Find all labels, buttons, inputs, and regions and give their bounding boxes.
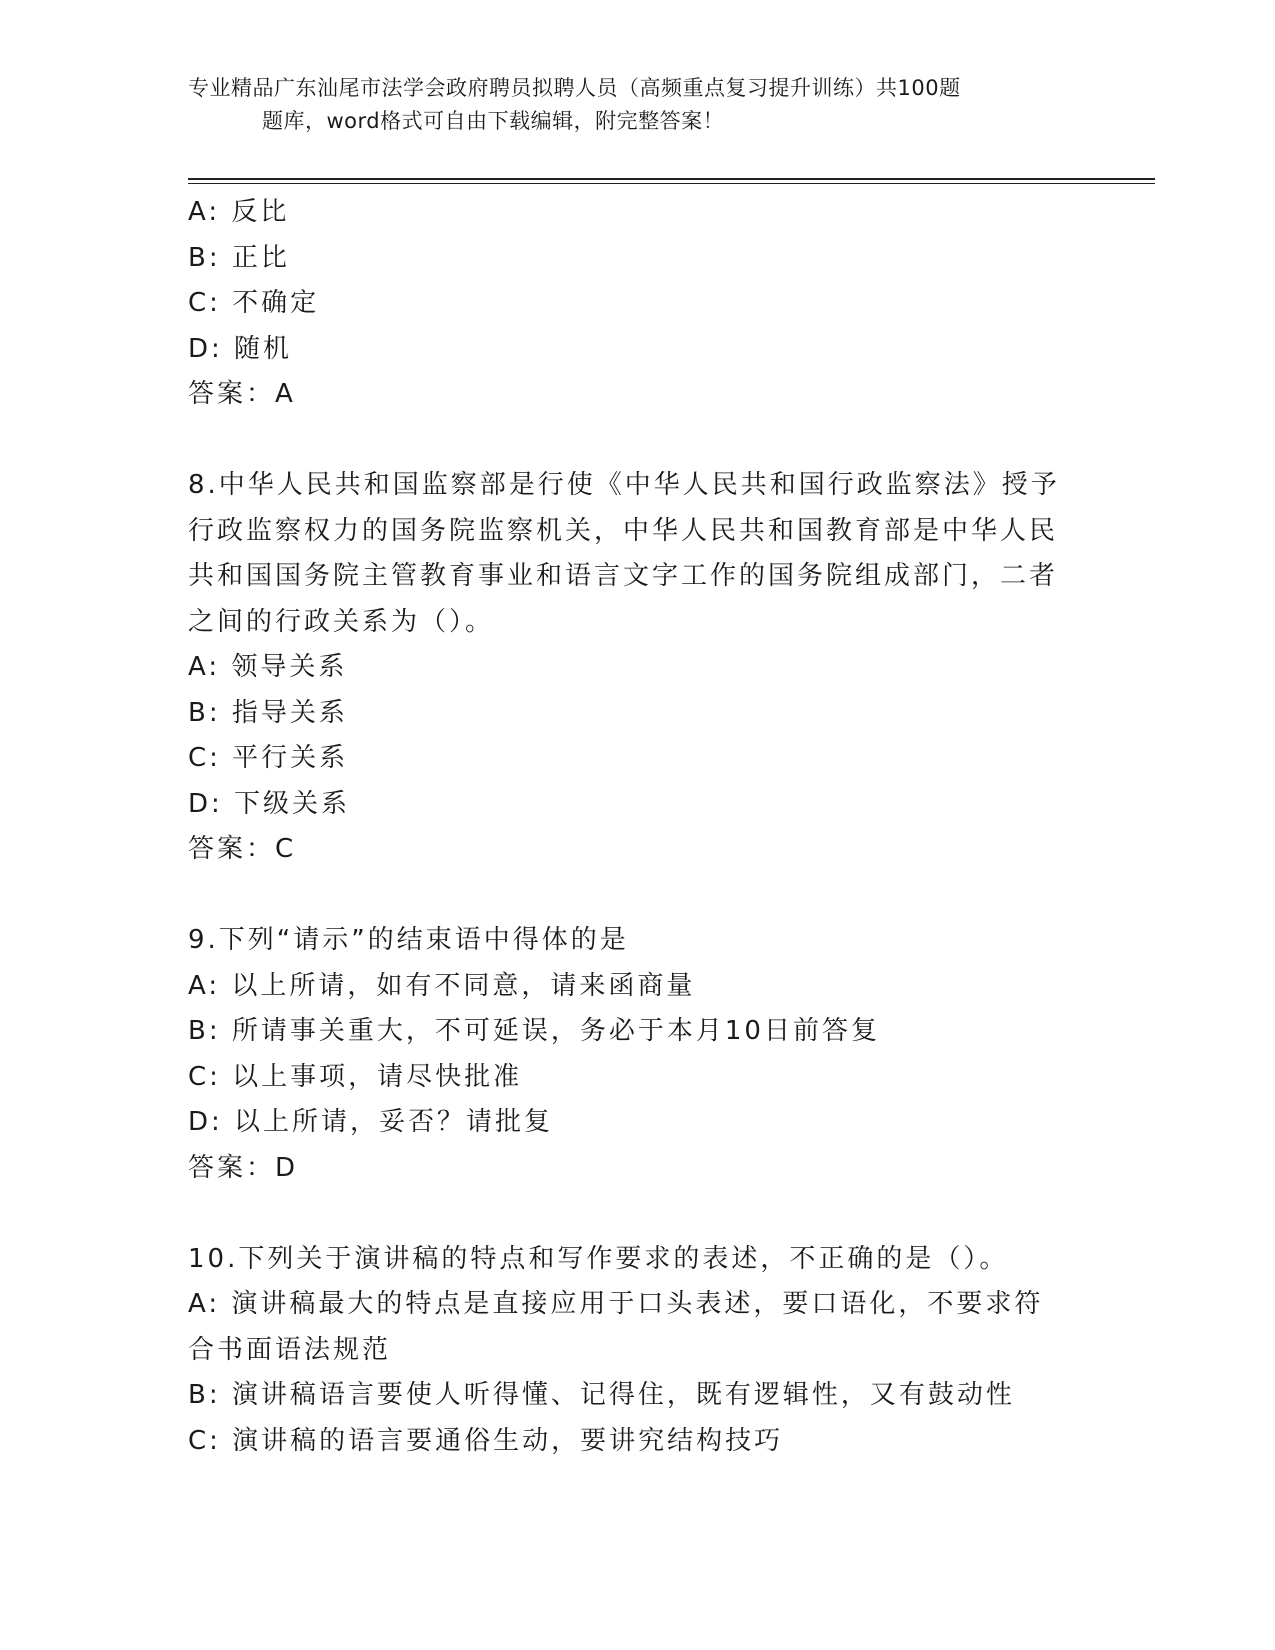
option-b: B: 正比 <box>188 242 290 273</box>
header-title-line2: 题库，word格式可自由下载编辑，附完整答案！ <box>262 109 725 133</box>
option-c: C: 以上事项，请尽快批准 <box>188 1061 523 1092</box>
answer-line: 答案：C <box>188 834 297 864</box>
spacer <box>188 873 1068 919</box>
answer-line: 答案：A <box>188 379 296 409</box>
header-divider-thick <box>188 178 1155 180</box>
answer-line: 答案：D <box>188 1152 299 1183</box>
header-divider-thin <box>188 183 1155 184</box>
question-block <box>188 1237 1068 1465</box>
question-list <box>188 190 1068 1464</box>
question-stem: 9.下列“请示”的结束语中得体的是 <box>188 925 629 955</box>
option-d: D: 随机 <box>188 333 293 364</box>
option-c: C: 演讲稿的语言要通俗生动，要讲究结构技巧 <box>188 1425 784 1456</box>
spacer <box>188 418 1068 464</box>
spacer <box>188 1191 1068 1237</box>
option-d: D: 以上所请，妥否？请批复 <box>188 1107 554 1137</box>
header-title-line1: 专业精品广东汕尾市法学会政府聘员拟聘人员（高频重点复习提升训练）共100题 <box>188 76 961 100</box>
option-a: A: 演讲稿最大的特点是直接应用于口头表述，要口语化，不要求符合书面语法规范 <box>188 1289 1044 1365</box>
option-a: A: 领导关系 <box>188 652 348 682</box>
option-b: B: 所请事关重大，不可延误，务必于本月10日前答复 <box>188 1016 880 1046</box>
option-c: C: 不确定 <box>188 288 320 318</box>
option-a: A: 反比 <box>188 197 290 227</box>
page-header <box>188 72 1088 138</box>
question-stem: 10.下列关于演讲稿的特点和写作要求的表述，不正确的是（）。 <box>188 1243 1009 1274</box>
option-b: B: 指导关系 <box>188 697 348 728</box>
question-block <box>188 190 1068 418</box>
option-c: C: 平行关系 <box>188 743 349 773</box>
question-stem: 8.中华人民共和国监察部是行使《中华人民共和国行政监察法》授予行政监察权力的国务院监察机关，中华人民共和国教育部是中华人民共和国国务院主管教育事业和语言文字工作的国务院组成部门，二者之间的行政关系为（）。 <box>188 470 1060 637</box>
option-d: D: 下级关系 <box>188 788 351 819</box>
question-block <box>188 463 1068 873</box>
question-block <box>188 918 1068 1191</box>
option-b: B: 演讲稿语言要使人听得懂、记得住，既有逻辑性，又有鼓动性 <box>188 1380 1015 1410</box>
option-a: A: 以上所请，如有不同意，请来函商量 <box>188 970 696 1001</box>
